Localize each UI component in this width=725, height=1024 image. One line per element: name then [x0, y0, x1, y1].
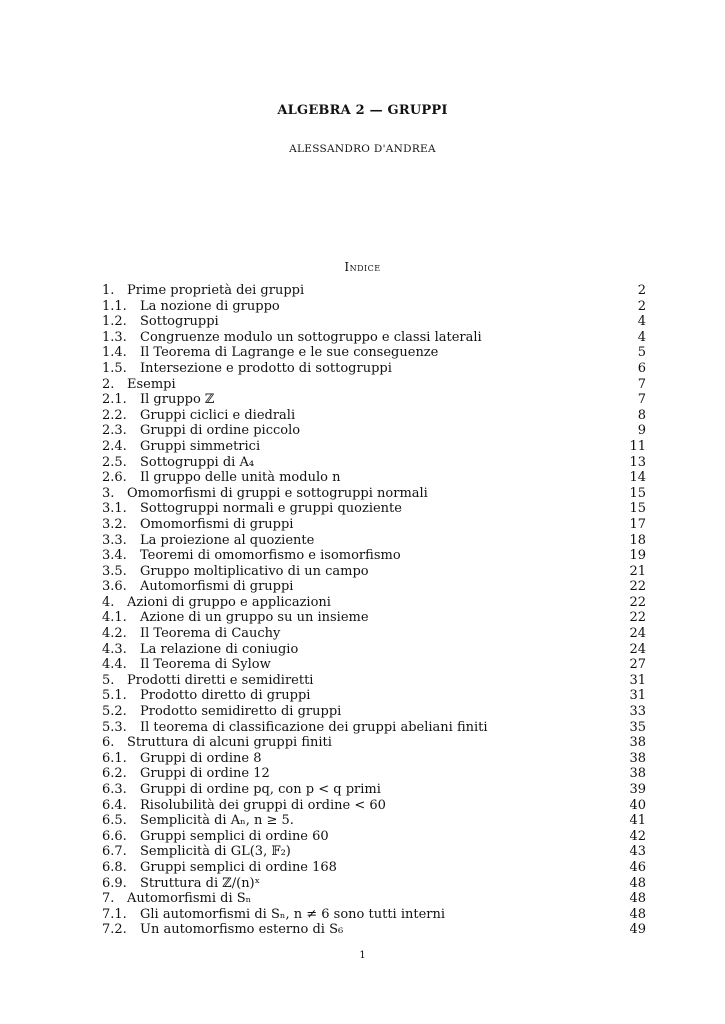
toc-entry-number: 5. — [102, 672, 115, 688]
toc-entry-page: 22 — [629, 579, 646, 595]
toc-entry-number: 2.5. — [102, 454, 127, 470]
toc-entry-title: Risolubilità dei gruppi di ordine < 60 — [140, 797, 386, 813]
toc-entry-title: Intersezione e prodotto di sottogruppi — [140, 360, 392, 376]
toc-entry-page: 2 — [637, 283, 646, 298]
toc-entry-title: Un automorfismo esterno di S₆ — [140, 922, 344, 938]
toc-entry-number: 6.2. — [102, 766, 127, 782]
toc-entry-number: 6.3. — [102, 782, 127, 797]
toc-entry[interactable] — [102, 735, 646, 751]
toc-entry-number: 6.8. — [102, 859, 127, 875]
toc-entry-page: 48 — [629, 906, 646, 922]
toc-entry[interactable] — [102, 595, 646, 611]
toc-entry[interactable] — [102, 610, 646, 626]
toc-entry[interactable] — [102, 766, 646, 782]
toc-entry-number: 2.2. — [102, 407, 127, 423]
toc-entry-page: 4 — [637, 314, 646, 330]
toc-entry-title: Struttura di ℤ/(n)ˣ — [140, 875, 261, 891]
toc-entry-number: 4.4. — [102, 657, 127, 673]
toc-entry-number: 2. — [102, 376, 115, 392]
toc-entry-title: Il Teorema di Sylow — [140, 657, 271, 673]
toc-entry-title: Automorfismi di gruppi — [140, 579, 294, 595]
toc-entry[interactable] — [102, 720, 646, 736]
toc-entry-page: 4 — [637, 329, 646, 345]
toc-entry-page: 7 — [637, 392, 646, 408]
toc-entry[interactable] — [102, 361, 646, 377]
toc-entry-number: 6.9. — [102, 875, 127, 891]
toc-entry-title: Gruppi semplici di ordine 60 — [140, 828, 329, 844]
toc-entry[interactable] — [102, 626, 646, 642]
toc-entry-page: 46 — [629, 859, 646, 875]
toc-entry[interactable] — [102, 688, 646, 704]
toc-entry[interactable] — [102, 314, 646, 330]
toc-entry[interactable] — [102, 829, 646, 845]
toc-entry-page: 5 — [637, 345, 646, 361]
toc-entry-number: 1.1. — [102, 298, 127, 314]
toc-entry[interactable] — [102, 673, 646, 689]
toc-entry-title: Omomorfismi di gruppi e sottogruppi normali — [127, 485, 428, 501]
toc-entry-number: 1.3. — [102, 329, 127, 345]
toc-entry-page: 38 — [629, 766, 646, 782]
toc-entry-page: 49 — [629, 922, 646, 938]
toc-entry-number: 5.3. — [102, 719, 127, 735]
toc-entry-page: 2 — [637, 298, 646, 314]
toc-entry-page: 39 — [629, 782, 646, 797]
toc-entry-page: 8 — [637, 407, 646, 423]
toc-entry[interactable] — [102, 907, 646, 923]
toc-entry[interactable] — [102, 439, 646, 455]
toc-entry-page: 24 — [629, 626, 646, 642]
toc-entry[interactable] — [102, 408, 646, 424]
toc-entry-number: 7.2. — [102, 922, 127, 938]
toc-entry-number: 6. — [102, 735, 115, 751]
toc-entry-number: 3.3. — [102, 532, 127, 548]
toc-entry-title: Sottogruppi — [140, 314, 219, 330]
toc-entry-title: Gruppi di ordine 12 — [140, 766, 270, 782]
toc-entry[interactable] — [102, 891, 646, 907]
toc-entry-title: Gruppo moltiplicativo di un campo — [140, 563, 369, 579]
toc-entry[interactable] — [102, 330, 646, 346]
toc-entry-page: 13 — [629, 454, 646, 470]
toc-entry[interactable] — [102, 345, 646, 361]
toc-entry-title: Semplicità di GL(3, 𝔽₂) — [140, 844, 291, 860]
toc-entry[interactable] — [102, 501, 646, 517]
toc-entry-number: 6.5. — [102, 813, 127, 829]
toc-entry-number: 1.4. — [102, 345, 127, 361]
toc-entry-page: 38 — [629, 735, 646, 751]
toc-entry-number: 5.2. — [102, 704, 127, 720]
toc-entry-page: 15 — [629, 501, 646, 517]
toc-entry-number: 1.5. — [102, 360, 127, 376]
toc-entry-page: 15 — [629, 485, 646, 501]
toc-entry-title: Sottogruppi di A₄ — [140, 454, 255, 470]
toc-entry-number: 7. — [102, 891, 115, 907]
toc-entry-page: 48 — [629, 891, 646, 907]
toc-entry-title: Gruppi ciclici e diedrali — [140, 407, 296, 423]
toc-entry[interactable] — [102, 642, 646, 658]
toc-entry-title: La proiezione al quoziente — [140, 532, 315, 548]
toc-entry-number: 3.6. — [102, 579, 127, 595]
toc-entry-title: Automorfismi di Sₙ — [127, 891, 252, 907]
toc-entry-number: 2.1. — [102, 392, 127, 408]
toc-entry[interactable] — [102, 860, 646, 876]
toc-entry-page: 21 — [629, 563, 646, 579]
toc-entry[interactable] — [102, 470, 646, 486]
toc-entry-number: 6.1. — [102, 750, 127, 766]
toc-entry[interactable] — [102, 377, 646, 393]
toc-entry-page: 22 — [629, 594, 646, 610]
toc-entry[interactable] — [102, 392, 646, 408]
table-of-contents — [102, 283, 646, 938]
toc-entry-title: Prodotti diretti e semidiretti — [127, 672, 314, 688]
toc-entry-number: 4.3. — [102, 641, 127, 657]
toc-entry-number: 2.3. — [102, 423, 127, 439]
toc-entry-number: 4. — [102, 594, 115, 610]
toc-entry-title: Sottogruppi normali e gruppi quoziente — [140, 501, 402, 517]
toc-entry-page: 9 — [637, 423, 646, 439]
toc-entry[interactable] — [102, 283, 646, 299]
toc-entry-page: 18 — [629, 532, 646, 548]
toc-entry-number: 2.4. — [102, 438, 127, 454]
toc-entry-title: Prodotto semidiretto di gruppi — [140, 704, 342, 720]
toc-entry-number: 3.4. — [102, 548, 127, 564]
toc-entry-page: 31 — [629, 672, 646, 688]
toc-entry-title: Gruppi di ordine piccolo — [140, 423, 301, 439]
toc-entry[interactable] — [102, 751, 646, 767]
toc-entry-page: 6 — [637, 360, 646, 376]
toc-entry-number: 3.2. — [102, 516, 127, 532]
toc-entry-number: 5.1. — [102, 688, 127, 704]
toc-entry[interactable] — [102, 844, 646, 860]
toc-entry-title: Congruenze modulo un sottogruppo e classi laterali — [140, 329, 482, 345]
toc-entry-title: Azioni di gruppo e applicazioni — [127, 594, 331, 610]
toc-entry-number: 3.5. — [102, 563, 127, 579]
toc-entry-title: Prime proprietà dei gruppi — [127, 283, 305, 298]
toc-entry-title: Prodotto diretto di gruppi — [140, 688, 311, 704]
toc-entry[interactable] — [102, 533, 646, 549]
toc-entry-title: Gruppi di ordine pq, con p < q primi — [140, 782, 381, 797]
toc-entry-page: 35 — [629, 719, 646, 735]
toc-entry-number: 6.7. — [102, 844, 127, 860]
toc-entry-title: Gruppi semplici di ordine 168 — [140, 859, 337, 875]
toc-entry-page: 38 — [629, 750, 646, 766]
toc-entry-page: 22 — [629, 610, 646, 626]
toc-entry-number: 1.2. — [102, 314, 127, 330]
toc-entry-page: 48 — [629, 875, 646, 891]
toc-entry-title: La nozione di gruppo — [140, 298, 280, 314]
toc-entry[interactable] — [102, 782, 646, 798]
toc-entry[interactable] — [102, 548, 646, 564]
toc-entry[interactable] — [102, 798, 646, 814]
toc-entry-page: 11 — [629, 438, 646, 454]
toc-entry-title: Semplicità di Aₙ, n ≥ 5. — [140, 813, 294, 829]
document-title: ALGEBRA 2 — GRUPPI — [277, 103, 448, 118]
toc-entry[interactable] — [102, 486, 646, 502]
document-author: ALESSANDRO D'ANDREA — [289, 143, 436, 155]
toc-entry-page: 17 — [629, 516, 646, 532]
toc-entry-number: 1. — [102, 283, 115, 298]
toc-entry[interactable] — [102, 579, 646, 595]
toc-entry-page: 40 — [629, 797, 646, 813]
toc-entry-title: Teoremi di omomorfismo e isomorfismo — [140, 548, 401, 564]
toc-entry[interactable] — [102, 704, 646, 720]
toc-entry-number: 3.1. — [102, 501, 127, 517]
toc-entry[interactable] — [102, 813, 646, 829]
toc-entry-page: 33 — [629, 704, 646, 720]
toc-entry-number: 7.1. — [102, 906, 127, 922]
toc-entry-page: 7 — [637, 376, 646, 392]
toc-entry-title: Gruppi simmetrici — [140, 438, 261, 454]
toc-entry[interactable] — [102, 922, 646, 938]
toc-entry-title: Il Teorema di Lagrange e le sue conseguenze — [140, 345, 439, 361]
toc-entry-page: 14 — [629, 470, 646, 486]
toc-entry-number: 4.1. — [102, 610, 127, 626]
toc-entry[interactable] — [102, 517, 646, 533]
toc-entry-title: Omomorfismi di gruppi — [140, 516, 294, 532]
toc-entry-number: 6.4. — [102, 797, 127, 813]
toc-entry-page: 41 — [629, 813, 646, 829]
toc-entry[interactable] — [102, 299, 646, 315]
toc-entry[interactable] — [102, 455, 646, 471]
toc-entry-title: Il gruppo delle unità modulo n — [140, 470, 341, 486]
toc-entry-number: 3. — [102, 485, 115, 501]
toc-entry-title: Il teorema di classificazione dei gruppi abeliani finiti — [140, 719, 488, 735]
toc-entry-page: 27 — [629, 657, 646, 673]
toc-entry-page: 31 — [629, 688, 646, 704]
toc-entry-title: Il Teorema di Cauchy — [140, 626, 281, 642]
toc-entry-page: 42 — [629, 828, 646, 844]
toc-entry-title: Esempi — [127, 376, 176, 392]
page-number: 1 — [359, 950, 366, 961]
toc-entry[interactable] — [102, 423, 646, 439]
toc-entry-page: 24 — [629, 641, 646, 657]
toc-entry-title: Azione di un gruppo su un insieme — [140, 610, 369, 626]
toc-entry-title: Gruppi di ordine 8 — [140, 750, 262, 766]
toc-entry-title: La relazione di coniugio — [140, 641, 299, 657]
toc-entry-page: 19 — [629, 548, 646, 564]
toc-entry-title: Gli automorfismi di Sₙ, n ≠ 6 sono tutti interni — [140, 906, 446, 922]
toc-entry-number: 2.6. — [102, 470, 127, 486]
toc-heading: Indice — [344, 260, 381, 274]
toc-entry[interactable] — [102, 564, 646, 580]
toc-entry-title: Struttura di alcuni gruppi finiti — [127, 735, 332, 751]
toc-entry[interactable] — [102, 657, 646, 673]
toc-entry-page: 43 — [629, 844, 646, 860]
toc-entry-number: 6.6. — [102, 828, 127, 844]
toc-entry-title: Il gruppo ℤ — [140, 392, 215, 408]
toc-entry-number: 4.2. — [102, 626, 127, 642]
toc-entry[interactable] — [102, 876, 646, 892]
